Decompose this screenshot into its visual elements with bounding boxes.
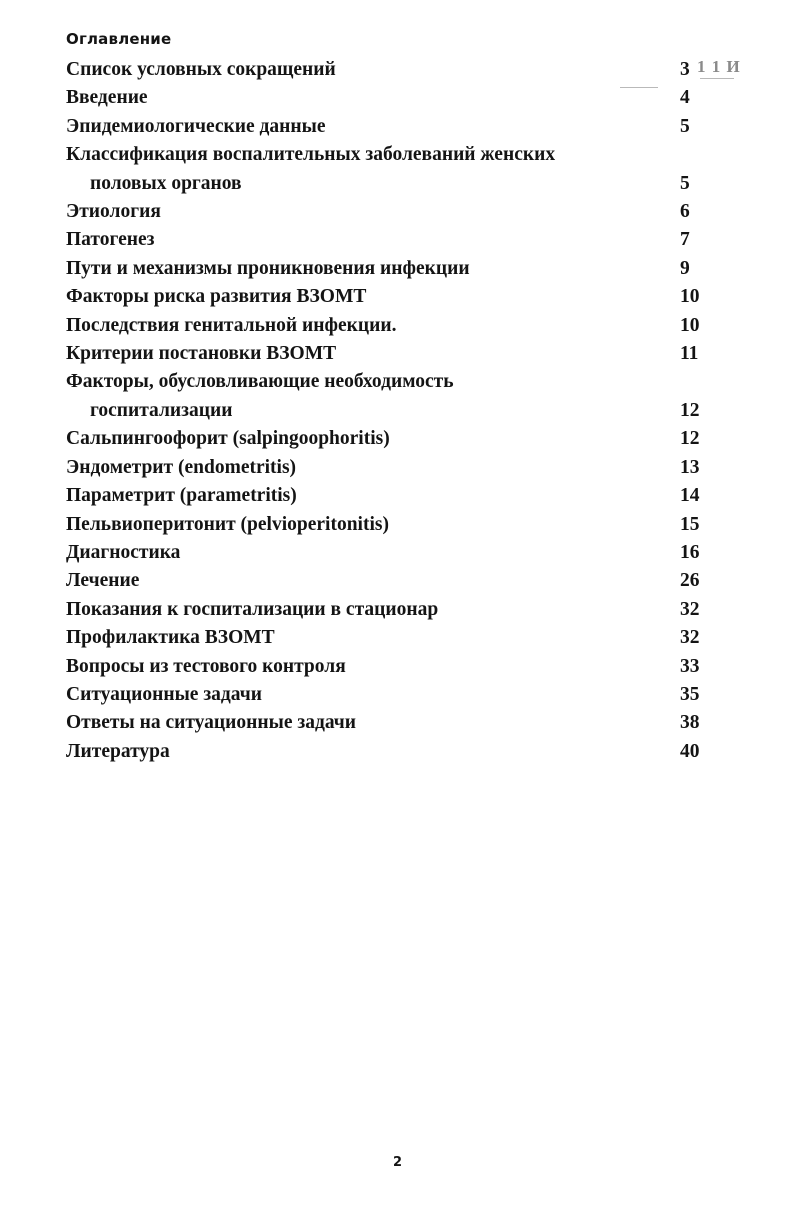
- toc-entry: [66, 198, 712, 226]
- toc-entry-title-continuation: половых органов: [90, 172, 242, 194]
- toc-entry-page: 14: [680, 485, 700, 507]
- toc-entry-title-continuation: госпитализации: [90, 399, 233, 421]
- toc-entry: [66, 283, 712, 311]
- margin-mark: 1 1 И: [697, 57, 741, 76]
- toc-entry-page: 12: [680, 428, 700, 450]
- toc-entry-title: Классификация воспалительных заболеваний женских: [66, 144, 556, 166]
- toc-entry-page: 13: [680, 456, 700, 478]
- toc-entry-page: 10: [680, 286, 700, 308]
- toc-entry-page: 5: [680, 172, 690, 194]
- toc-entry: [66, 226, 712, 254]
- toc-entry-title: Эндометрит (endometritis): [66, 456, 297, 478]
- toc-entry-page: 15: [680, 513, 700, 535]
- toc-entry: [66, 709, 712, 737]
- toc-entry: [66, 567, 712, 595]
- toc-entry-page: 32: [680, 627, 700, 649]
- toc-entry: [66, 368, 712, 425]
- toc-entry-page: 35: [680, 683, 700, 705]
- toc-entry: [66, 596, 712, 624]
- toc-entry-title: Профилактика ВЗОМТ: [66, 627, 275, 649]
- toc-entry-title: Эпидемиологические данные: [66, 115, 326, 137]
- toc-entry-title: Введение: [66, 87, 148, 109]
- toc-entry-page: 7: [680, 229, 690, 251]
- toc-entry-page: 40: [680, 740, 700, 762]
- toc-entry: [66, 255, 712, 283]
- toc-entry: [66, 340, 712, 368]
- toc-entry-title: Параметрит (parametritis): [66, 485, 297, 507]
- toc-entry-title: Ответы на ситуационные задачи: [66, 712, 357, 734]
- toc-entry: [66, 425, 712, 453]
- toc-entry: [66, 539, 712, 567]
- toc-entry-page: 16: [680, 541, 700, 563]
- toc-entry: [66, 738, 712, 766]
- toc-heading: Оглавление: [66, 30, 172, 48]
- toc-entry: [66, 84, 712, 112]
- toc-entry: [66, 653, 712, 681]
- toc-entry: [66, 511, 712, 539]
- toc-entry-title: Пельвиоперитонит (pelvioperitonitis): [66, 513, 389, 535]
- toc-entry-title: Вопросы из тестового контроля: [66, 655, 346, 677]
- toc-entry-title: Сальпингоофорит (salpingoophoritis): [66, 428, 390, 450]
- toc-entry-title: Показания к госпитализации в стационар: [66, 598, 439, 620]
- toc-entry-title: Лечение: [66, 570, 140, 592]
- toc-entry-title: Этиология: [66, 201, 161, 223]
- toc-entry: [66, 482, 712, 510]
- toc-entry-title: Факторы, обусловливающие необходимость: [66, 371, 454, 393]
- toc-entry: [66, 141, 712, 198]
- toc-entry-title: Список условных сокращений: [66, 59, 336, 80]
- toc-entry: [66, 681, 712, 709]
- toc-entry-page: 10: [680, 314, 700, 336]
- table-of-contents: [66, 56, 712, 766]
- toc-entry-page: 32: [680, 598, 700, 620]
- toc-entry-title: Патогенез: [66, 229, 155, 251]
- toc-entry-title: Последствия генитальной инфекции.: [66, 314, 397, 336]
- toc-entry: [66, 113, 712, 141]
- toc-entry-title: Факторы риска развития ВЗОМТ: [66, 286, 367, 308]
- toc-entry: [66, 56, 712, 84]
- toc-entry-title: Пути и механизмы проникновения инфекции: [66, 257, 470, 279]
- toc-entry-page: 11: [680, 343, 699, 365]
- toc-entry-page: 12: [680, 399, 700, 421]
- toc-entry-title: Литература: [66, 740, 170, 762]
- toc-entry-page: 38: [680, 712, 700, 734]
- toc-entry-title: Диагностика: [66, 541, 181, 563]
- toc-entry: [66, 454, 712, 482]
- toc-entry-title: Критерии постановки ВЗОМТ: [66, 343, 337, 365]
- toc-entry-page: 3: [680, 59, 690, 80]
- toc-entry-page: 33: [680, 655, 700, 677]
- toc-entry-page: 4: [680, 87, 690, 109]
- toc-entry-page: 26: [680, 570, 700, 592]
- toc-entry-title: Ситуационные задачи: [66, 683, 262, 705]
- toc-entry: [66, 624, 712, 652]
- toc-entry: [66, 312, 712, 340]
- page-number: 2: [392, 1155, 403, 1170]
- toc-entry-page: 5: [680, 115, 690, 137]
- toc-entry-page: 9: [680, 257, 690, 279]
- toc-entry-page: 6: [680, 201, 690, 223]
